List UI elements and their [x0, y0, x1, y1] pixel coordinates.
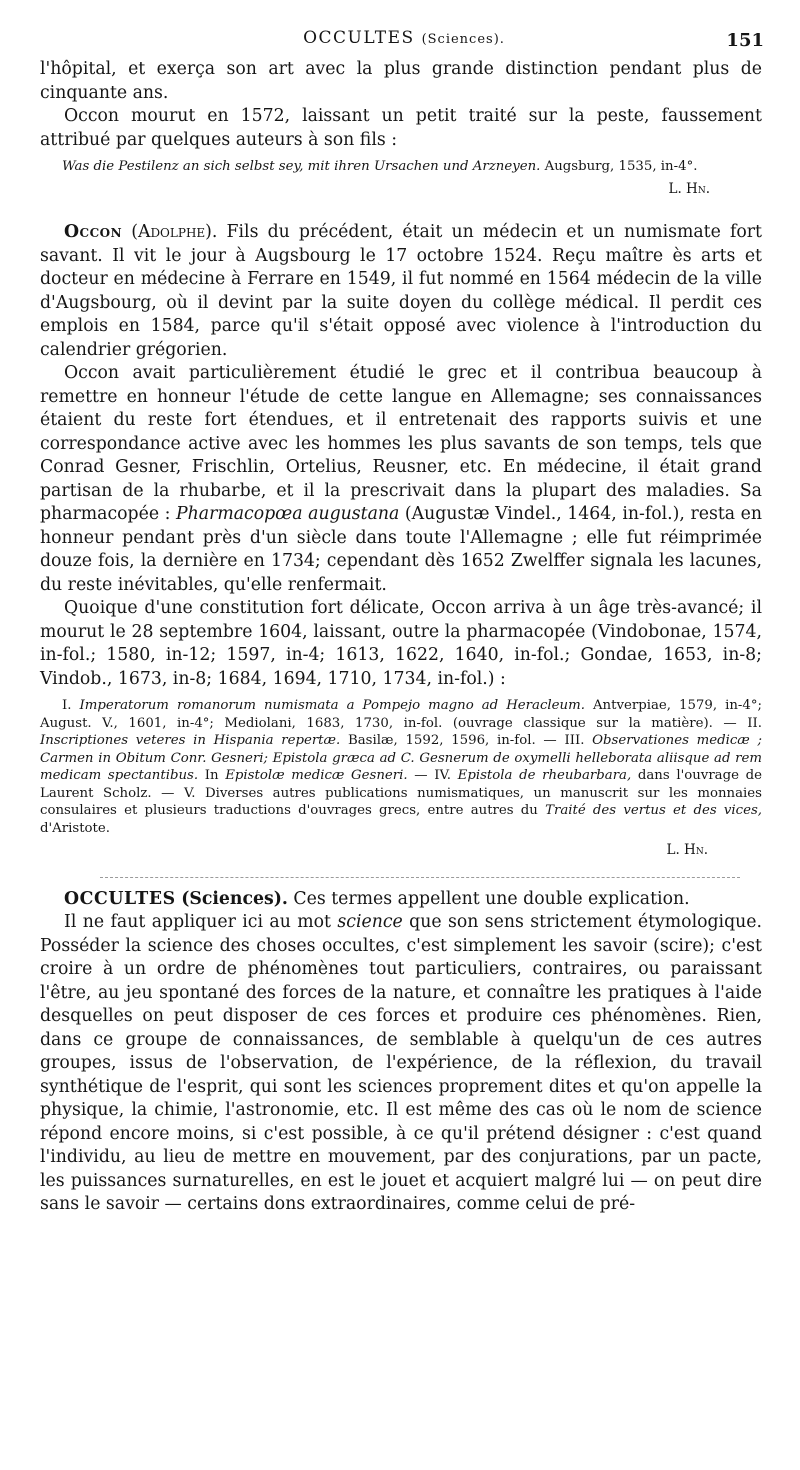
- running-title: [40, 28, 768, 48]
- running-title-main: OCCULTES: [303, 28, 415, 48]
- entry-subhead: (Sciences).: [181, 888, 288, 909]
- work-details: dans l'ouvrage de Laurent Scholz. —: [40, 768, 762, 801]
- work-details: Basilæ, 1592, 1596, in-fol. —: [340, 733, 565, 748]
- paragraph-studies: [40, 362, 762, 597]
- note-publication: Augsburg, 1535, in-4°.: [540, 159, 698, 174]
- running-title-sub: (Sciences).: [421, 32, 505, 47]
- work-separator: —: [407, 768, 435, 783]
- paragraph-text: Il ne faut appliquer ici au mot: [64, 912, 338, 932]
- note-title: Was die Pestilenz an sich selbst sey, mit ihren Ursachen und Arzneyen.: [62, 159, 541, 174]
- works-list: [40, 697, 762, 837]
- entry-text: Fils du précédent, était un médecin et un numismate fort savant. Il vit le jour à Augsbourg le 17 octobre 1524. Reçu maître ès arts et docteur en médecine à Ferrare en 1549, il fut nommé en 1564 médecin de la ville d'Augsbourg, où il devint par la suite doyen du collège médical. Il perdit ces emplois en 1584, parce qu'il s'était opposé avec violence à l'introduction du calendrier grégorien.: [40, 222, 762, 360]
- entry-spacer: [40, 878, 762, 888]
- work-title: Epistolæ medicæ Gesneri.: [225, 768, 408, 783]
- pharmacopoeia-title: Pharmacopœa augustana: [176, 504, 400, 524]
- bibliographic-note: [40, 158, 762, 176]
- entry-headword: OCCULTES: [64, 888, 176, 909]
- paragraph-text: que son sens strictement étymologique. Posséder la science des choses occultes, c'est simplement les savoir (scire); c'est croire à un ordre de phénomènes tout particuliers, contraires, ou paraissant l'être, au jeu spontané des forces de la nature, et connaître les pratiques à l'aide desquelles on peut disposer de ces forces et produire ces phénomènes. Rien, dans ce groupe de connaissances, de semblable à quelqu'un de ces autres groupes, issus de l'observation, de l'expérience, de la réflexion, du travail synthétique de l'esprit, qui sont les sciences proprement dites et qu'on appelle la physique, la chimie, l'astronomie, etc. Il est même des cas où le nom de science répond encore moins, si c'est possible, à ce qu'il prétend désigner : c'est quand l'individu, au lieu de mettre en mouvement, par des conjurations, par un pacte, les puissances surnaturelles, en est le jouet et acquiert malgré lui — on peut dire sans le savoir — certains dons extraordinaires, comme celui de pré-: [40, 912, 762, 1214]
- work-title: Inscriptiones veteres in Hispania repertæ.: [40, 733, 341, 748]
- paragraph-text: Occon avait particulièrement étudié le grec et il contribua beaucoup à remettre en honneur l'étude de cette langue en Allemagne; ses connaissances étaient du reste fort étendues, et il entretenait des rapports suivis et une correspondance active avec les hommes les plus savants de son temps, tels que Conrad Gesner, Frischlin, Ortelius, Reusner, etc. En médecine, il était grand partisan de la rhubarbe, et il la prescrivait dans la plupart des maladies. Sa pharmacopée :: [40, 363, 762, 524]
- author-signature: L. Hn.: [666, 842, 708, 858]
- body-text: [40, 58, 762, 1217]
- paragraph-science-definition: [40, 911, 762, 1217]
- paragraph-occon-death: Occon mourut en 1572, laissant un petit traité sur la peste, faussement attribué par quelques auteurs à son fils :: [40, 106, 762, 150]
- author-signature: L. Hn.: [668, 180, 710, 197]
- work-details: V. Diverses autres publications numismatiques, un manuscrit sur les monnaies consulaires et plusieurs traductions d'ouvrages grecs, entre autres du: [40, 785, 762, 818]
- work-number: IV.: [434, 768, 458, 783]
- work-number: III.: [564, 733, 593, 748]
- entry-text: Ces termes appellent une double explication.: [287, 888, 690, 909]
- work-details: d'Aristote.: [40, 820, 110, 836]
- entry-occultes-sciences: [40, 888, 762, 912]
- work-number: I.: [62, 698, 80, 713]
- work-details: In: [198, 768, 226, 783]
- page-number: 151: [726, 30, 764, 51]
- entry-headword: Occon: [64, 222, 123, 242]
- work-title: Imperatorum romanorum numismata a Pompejo magno ad Heracleum.: [79, 698, 585, 713]
- work-details: Antverpiae, 1579, in-4°; August. V., 1601, in-4°; Mediolani, 1683, 1730, in-fol. (ouvrage classique sur la matière). —: [40, 698, 762, 731]
- paragraph-death: Quoique d'une constitution fort délicate, Occon arriva à un âge très-avancé; il mourut le 28 septembre 1604, laissant, outre la pharmacopée (Vindobonae, 1574, in-fol.; 1580, in-12; 1597, in-4; 1613, 1622, 1640, in-fol.; Gondae, 1653, in-8; Vindob., 1673, in-8; 1684, 1694, 1710, 1734, in-fol.) :: [40, 598, 762, 689]
- entry-spacer: [40, 201, 762, 221]
- work-number: II.: [747, 715, 762, 731]
- running-head: [40, 28, 768, 54]
- entry-given-name: (Adolphe).: [131, 222, 218, 242]
- entry-occon-adolphe: [40, 221, 762, 362]
- paragraph-continuation: l'hôpital, et exerça son art avec la plus grande distinction pendant plus de cinquante ans.: [40, 59, 762, 103]
- work-title: Traité des vertus et des vices,: [545, 803, 762, 818]
- work-title: Observationes medicæ ; Carmen in Obitum Conr. Gesneri; Epistola græca ad C. Gesnerum de oxymelli helleborata aliisque ad rem medicam spectantibus.: [40, 733, 762, 783]
- paragraph-text: (Augustæ Vindel., 1464, in-fol.), resta en honneur pendant près d'un siècle dans toute l'Allemagne ; elle fut réimprimée douze fois, la dernière en 1734; cependant dès 1652 Zwelffer signala les lacunes, du reste inévitables, qu'elle renfermait.: [40, 504, 762, 595]
- work-title: Epistola de rheubarbara,: [457, 768, 632, 783]
- emphasized-word: science: [337, 912, 403, 932]
